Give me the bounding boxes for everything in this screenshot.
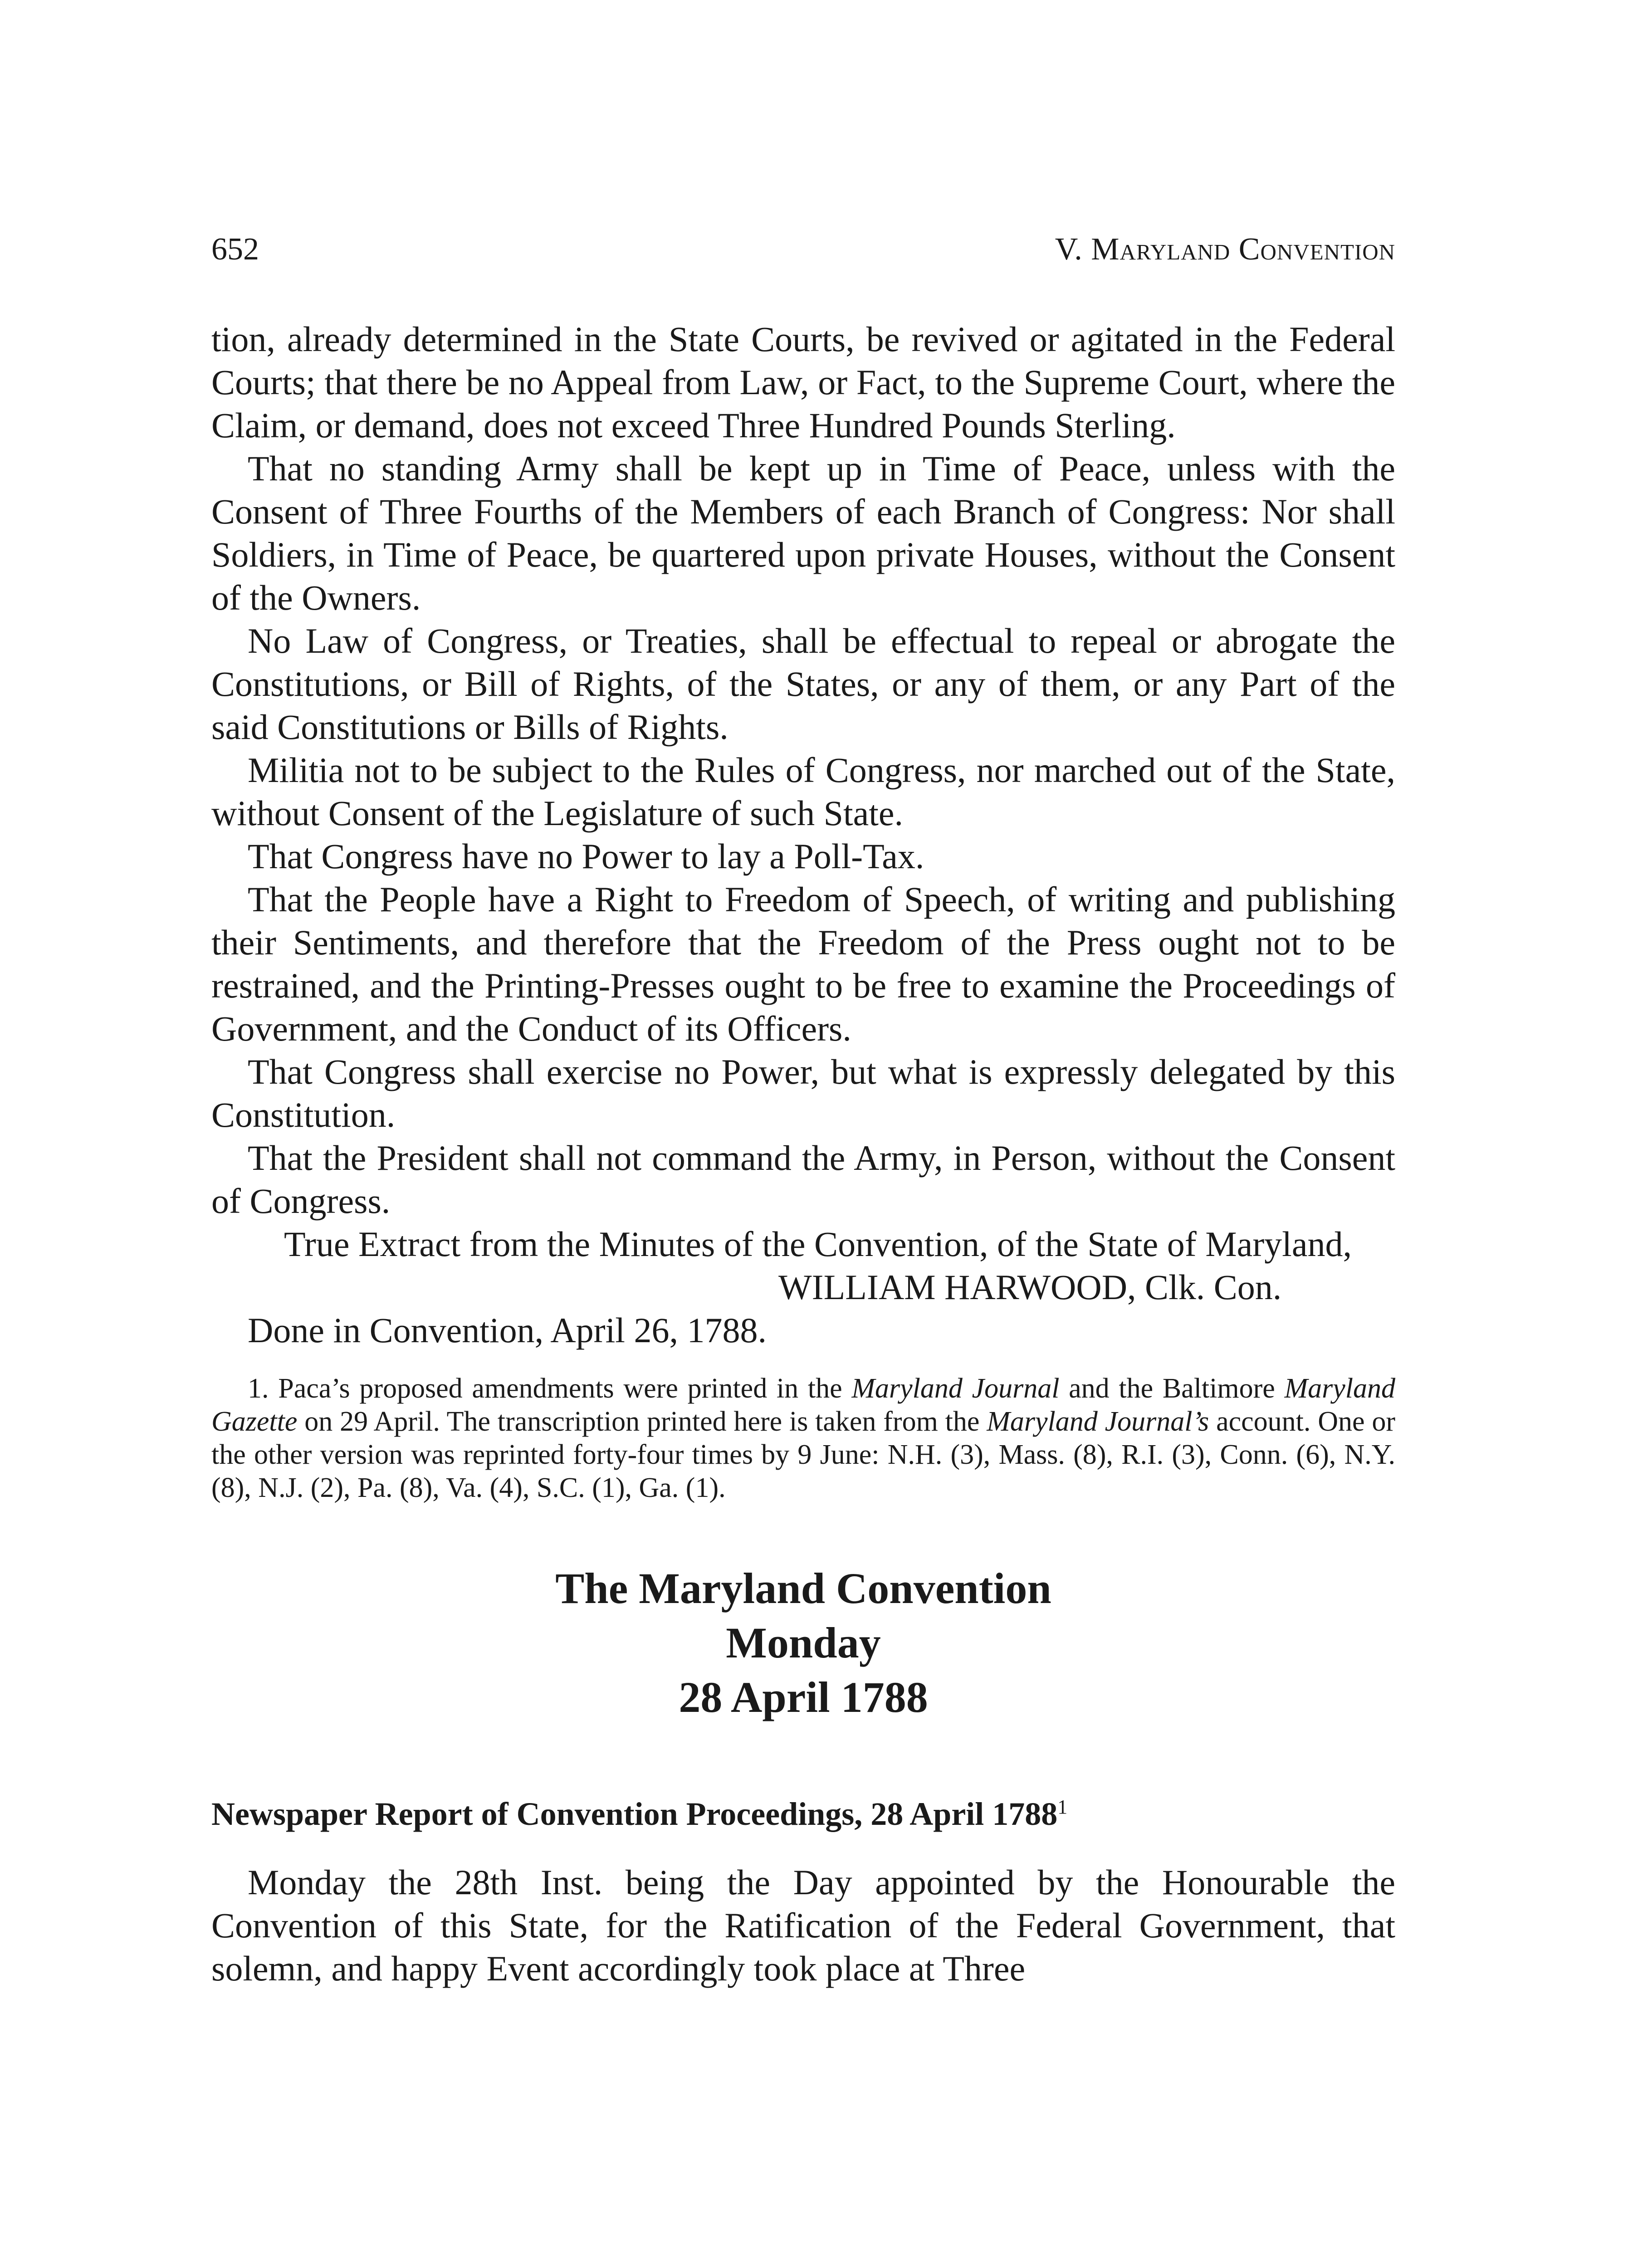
dateline: Done in Convention, April 26, 1788. bbox=[248, 1310, 767, 1350]
footnote-number: 1. bbox=[248, 1373, 269, 1404]
footnote-text: Paca’s proposed amendments were printed in the bbox=[269, 1373, 852, 1404]
running-title: V. Maryland Convention bbox=[1055, 232, 1395, 267]
section-title: The Maryland Convention bbox=[555, 1564, 1051, 1613]
body-paragraph: That Congress have no Power to lay a Poll-Tax. bbox=[248, 836, 924, 876]
report-heading bbox=[211, 1793, 1395, 1836]
section-heading bbox=[211, 1561, 1395, 1725]
footnote bbox=[211, 1372, 1395, 1505]
footnote-text: on 29 April. The transcription printed here is taken from the bbox=[297, 1406, 987, 1437]
body-paragraph: That the President shall not command the Army, in Person, without the Consent of Congress. bbox=[211, 1138, 1395, 1221]
running-head bbox=[211, 227, 1395, 272]
footnote-text: account. One or the other version was reprinted forty-four times by 9 June: N.H. (3), Mass. (8), R.I. (3), Conn. (6), N.Y. (8), N.J. (2), Pa. (8), Va. (4), S.C. (1), Ga. (1). bbox=[211, 1406, 1395, 1503]
extract-line: True Extract from the Minutes of the Convention, of the State of Maryland, bbox=[284, 1224, 1352, 1264]
text-block bbox=[211, 318, 1395, 1990]
body-paragraph: No Law of Congress, or Treaties, shall be effectual to repeal or abrogate the Constitutions, or Bill of Rights, of the States, or any of them, or any Part of the said Constitutions or Bills of Rights. bbox=[211, 621, 1395, 747]
footnote-text: and the Baltimore bbox=[1059, 1373, 1285, 1404]
body-paragraph: That no standing Army shall be kept up in Time of Peace, unless with the Consent of Three Fourths of the Members of each Branch of Congress: Nor shall Soldiers, in Time of Peace, be quartered upon private Houses, without the Consent of the Owners. bbox=[211, 449, 1395, 617]
body-paragraph: That Congress shall exercise no Power, but what is expressly delegated by this Constitution. bbox=[211, 1052, 1395, 1134]
footnote-italic: Maryland Journal’s bbox=[987, 1406, 1209, 1437]
body-paragraph: tion, already determined in the State Courts, be revived or agitated in the Federal Courts; that there be no Appeal from Law, or Fact, to the Supreme Court, where the Claim, or demand, does not exceed Three Hundred Pounds Sterling. bbox=[211, 319, 1395, 445]
footnote-marker: 1 bbox=[1057, 1796, 1068, 1818]
section-date: 28 April 1788 bbox=[679, 1673, 928, 1721]
body-paragraph: Militia not to be subject to the Rules of Congress, nor marched out of the State, without Consent of the Legislature of such State. bbox=[211, 750, 1395, 833]
footnote-italic: Maryland Journal bbox=[851, 1373, 1060, 1404]
section-day: Monday bbox=[726, 1618, 881, 1667]
clerk-signature: WILLIAM HARWOOD, Clk. Con. bbox=[778, 1267, 1282, 1307]
report-paragraph: Monday the 28th Inst. being the Day appointed by the Honourable the Convention of this State, for the Ratification of the Federal Government, that solemn, and happy Event accordingly took place at Three bbox=[211, 1862, 1395, 1988]
body-paragraph: That the People have a Right to Freedom of Speech, of writing and publishing their Sentiments, and therefore that the Freedom of the Press ought not to be restrained, and the Printing-Presses ought to be free to examine the Proceedings of Government, and the Conduct of its Officers. bbox=[211, 880, 1395, 1048]
report-heading-text: Newspaper Report of Convention Proceedings, 28 April 1788 bbox=[211, 1796, 1058, 1832]
page-number: 652 bbox=[211, 232, 259, 267]
footnote-italic: Maryland Gazette bbox=[211, 1373, 1396, 1437]
